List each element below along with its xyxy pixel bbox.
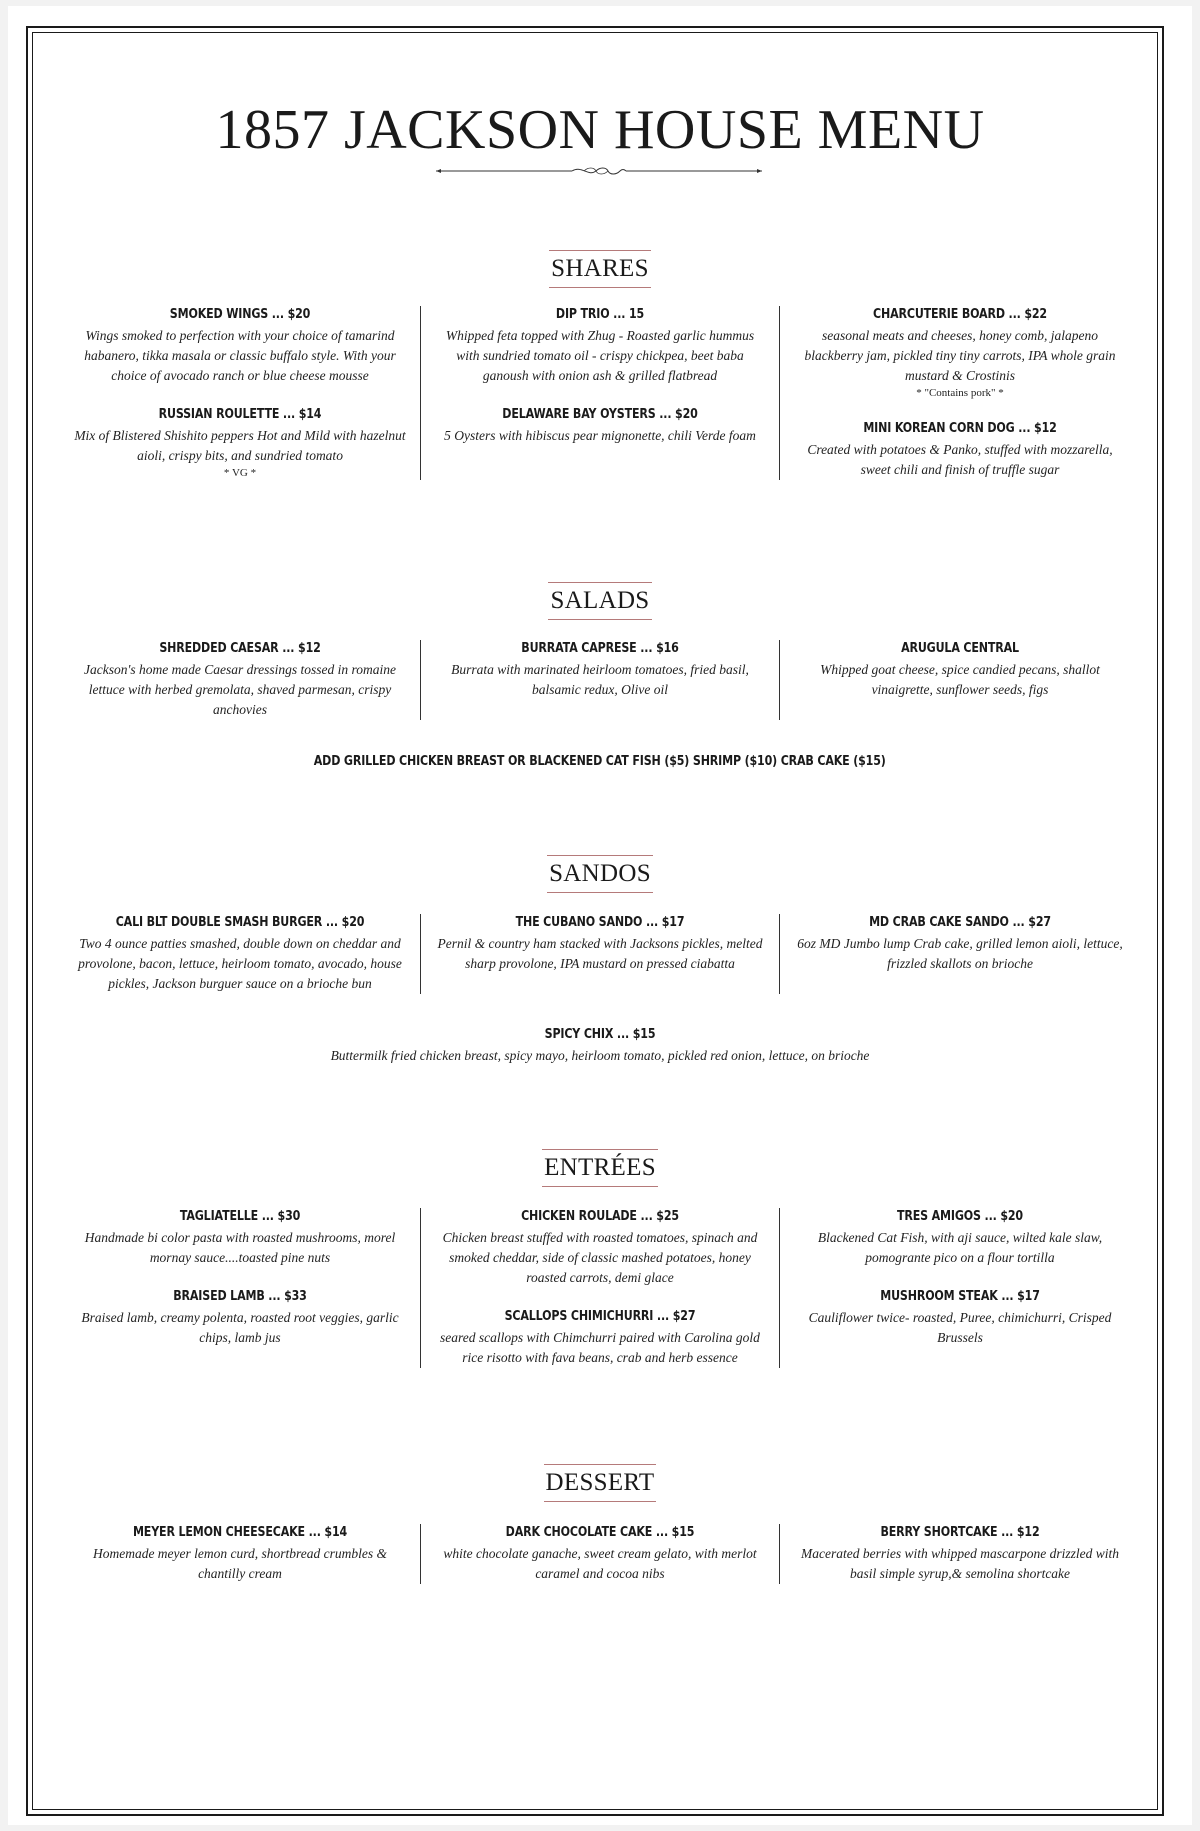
dessert-row (60, 1524, 1140, 1584)
item-description: white chocolate ganache, sweet cream gelato, with merlot caramel and cocoa nibs (443, 1546, 757, 1582)
item-description: Chicken breast stuffed with roasted tomatoes, spinach and smoked cheddar, side of classic mashed potatoes, honey roasted carrots, demi glace (442, 1230, 758, 1286)
item-name: MINI KOREAN CORN DOG ... $12 (863, 420, 1057, 437)
item-description: Pernil & country ham stacked with Jacksons pickles, melted sharp provolone, IPA mustard on pressed ciabatta (437, 936, 763, 972)
item-name: SCALLOPS CHIMICHURRI ... $27 (504, 1308, 696, 1325)
section-heading-salads: SALADS (0, 582, 1200, 620)
section-heading-entrees: ENTRÉES (0, 1149, 1200, 1187)
item-name: RUSSIAN ROULETTE ... $14 (158, 406, 322, 423)
item-note: * VG * (223, 467, 257, 480)
menu-item (794, 306, 1126, 400)
item-name: BERRY SHORTCAKE ... $12 (880, 1524, 1040, 1540)
menu-item (435, 914, 765, 974)
item-description: Burrata with marinated heirloom tomatoes, fried basil, balsamic redux, Olive oil (451, 662, 749, 698)
shares-col-1 (60, 306, 420, 480)
menu-item (435, 406, 765, 446)
spicy-chix-item (0, 1026, 1200, 1066)
item-description: Handmade bi color pasta with roasted mushrooms, morel mornay sauce....toasted pine nuts (84, 1230, 396, 1266)
dessert-col-3 (780, 1524, 1140, 1584)
menu-item (794, 420, 1126, 480)
shares-col-2 (420, 306, 780, 480)
item-name: MD CRAB CAKE SANDO ... $27 (869, 914, 1051, 930)
menu-item (794, 1288, 1126, 1348)
item-note: * "Contains pork" * (916, 387, 1004, 400)
dessert-col-2 (420, 1524, 780, 1584)
menu-item (74, 1208, 406, 1268)
menu-item (74, 640, 406, 720)
salads-col-3 (780, 640, 1140, 720)
item-name: MEYER LEMON CHEESECAKE ... $14 (132, 1524, 348, 1540)
menu-item (435, 640, 765, 700)
menu-item (794, 914, 1126, 974)
menu-item (74, 914, 406, 994)
menu-item (794, 1524, 1126, 1584)
sandos-col-3 (780, 914, 1140, 994)
item-description: Whipped feta topped with Zhug - Roasted garlic hummus with sundried tomato oil - crispy chickpea, beet baba ganoush with onion ash & grilled flatbread (445, 328, 755, 384)
flourish-divider-icon (436, 164, 762, 178)
menu-item (435, 1524, 765, 1584)
item-name: ARUGULA CENTRAL (901, 640, 1019, 656)
menu-item (74, 406, 406, 480)
item-description: Homemade meyer lemon curd, shortbread crumbles & chantilly cream (92, 1546, 388, 1582)
menu-item (435, 1208, 765, 1288)
item-name: TRES AMIGOS ... $20 (897, 1208, 1023, 1224)
item-description: Braised lamb, creamy polenta, roasted root veggies, garlic chips, lamb jus (81, 1310, 399, 1346)
item-description: seared scallops with Chimchurri paired with Carolina gold rice risotto with fava beans, crab and herb essence (440, 1330, 760, 1366)
item-description: Macerated berries with whipped mascarpone drizzled with basil simple syrup,& semolina shortcake (801, 1546, 1119, 1582)
entrees-col-3 (780, 1208, 1140, 1368)
item-description: 5 Oysters with hibiscus pear mignonette, chili Verde foam (444, 428, 756, 444)
salad-addon-note: ADD GRILLED CHICKEN BREAST OR BLACKENED CAT FISH ($5) SHRIMP ($10) CRAB CAKE ($15) (314, 753, 886, 769)
item-description: Whipped goat cheese, spice candied pecans, shallot vinaigrette, sunflower seeds, figs (820, 662, 1100, 698)
item-description: Cauliflower twice- roasted, Puree, chimichurri, Crisped Brussels (808, 1310, 1112, 1346)
sandos-row (60, 914, 1140, 994)
menu-item (435, 306, 765, 386)
item-name: TAGLIATELLE ... $30 (179, 1208, 301, 1224)
shares-col-3 (780, 306, 1140, 480)
entrees-col-1 (60, 1208, 420, 1368)
menu-item (74, 1288, 406, 1348)
menu-item (74, 1524, 406, 1584)
menu-item (794, 640, 1126, 700)
item-description: Wings smoked to perfection with your choice of tamarind habanero, tikka masala or classic buffalo style. With your choice of avocado ranch or blue cheese mousse (84, 328, 396, 384)
dessert-col-1 (60, 1524, 420, 1584)
sandos-col-2 (420, 914, 780, 994)
entrees-row (60, 1208, 1140, 1368)
sandos-col-1 (60, 914, 420, 994)
shares-row (60, 306, 1140, 480)
item-description: Mix of Blistered Shishito peppers Hot and Mild with hazelnut aioli, crispy bits, and sundried tomato (74, 428, 406, 464)
item-description: Buttermilk fried chicken breast, spicy mayo, heirloom tomato, pickled red onion, lettuce, on brioche (330, 1048, 870, 1064)
item-name: BURRATA CAPRESE ... $16 (521, 640, 679, 656)
section-heading-sandos: SANDOS (0, 855, 1200, 893)
item-name: DELAWARE BAY OYSTERS ... $20 (502, 406, 698, 423)
item-name: CALI BLT DOUBLE SMASH BURGER ... $20 (115, 914, 365, 930)
item-name: SPICY CHIX ... $15 (544, 1026, 656, 1042)
menu-title: 1857 JACKSON HOUSE MENU (215, 99, 985, 161)
salads-col-2 (420, 640, 780, 720)
item-name: BRAISED LAMB ... $33 (173, 1288, 307, 1305)
item-description: Blackened Cat Fish, with aji sauce, wilted kale slaw, pomogrante pico on a flour tortilla (817, 1230, 1103, 1266)
item-name: CHICKEN ROULADE ... $25 (521, 1208, 679, 1224)
section-heading-shares: SHARES (0, 250, 1200, 288)
item-name: SMOKED WINGS ... $20 (169, 306, 311, 322)
item-name: DARK CHOCOLATE CAKE ... $15 (505, 1524, 695, 1540)
item-description: Jackson's home made Caesar dressings tossed in romaine lettuce with herbed gremolata, shaved parmesan, crispy anchovies (84, 662, 396, 718)
item-description: Created with potatoes & Panko, stuffed with mozzarella, sweet chili and finish of truffle sugar (807, 442, 1113, 478)
menu-item (794, 1208, 1126, 1268)
entrees-col-2 (420, 1208, 780, 1368)
item-name: DIP TRIO ... 15 (555, 306, 645, 322)
item-name: SHREDDED CAESAR ... $12 (159, 640, 321, 656)
salads-row (60, 640, 1140, 720)
section-heading-dessert: DESSERT (0, 1464, 1200, 1502)
salads-col-1 (60, 640, 420, 720)
item-description: 6oz MD Jumbo lump Crab cake, grilled lemon aioli, lettuce, frizzled skallots on brioche (797, 936, 1123, 972)
item-description: seasonal meats and cheeses, honey comb, jalapeno blackberry jam, pickled tiny tiny carrots, IPA whole grain mustard & Crostinis (804, 328, 1116, 384)
item-description: Two 4 ounce patties smashed, double down on cheddar and provolone, bacon, lettuce, heirloom tomato, avocado, house pickles, Jackson burguer sauce on a brioche bun (78, 936, 402, 992)
item-name: MUSHROOM STEAK ... $17 (880, 1288, 1040, 1305)
menu-item (74, 306, 406, 386)
item-name: THE CUBANO SANDO ... $17 (515, 914, 685, 930)
item-name: CHARCUTERIE BOARD ... $22 (873, 306, 1047, 322)
menu-item (435, 1308, 765, 1368)
